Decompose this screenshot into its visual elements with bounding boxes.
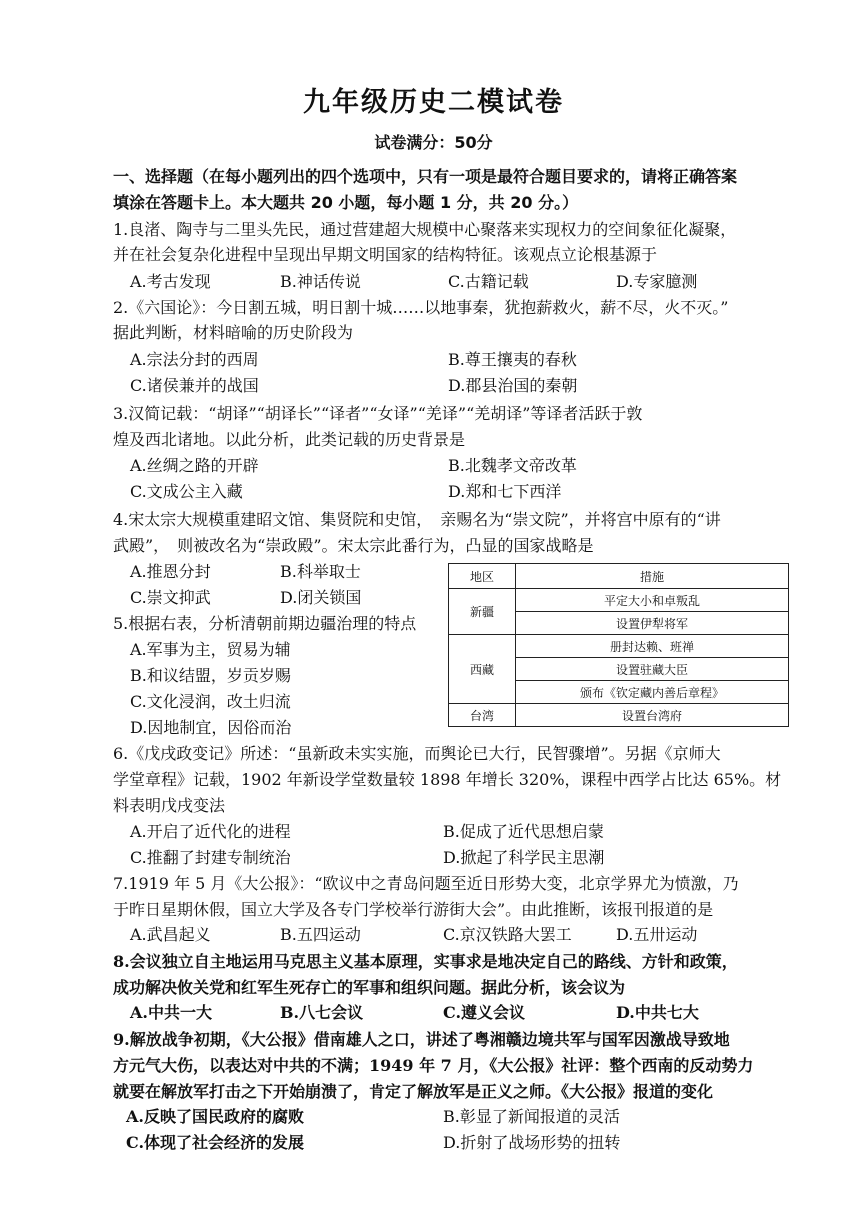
table-cell: 平定大小和卓叛乱: [516, 589, 789, 612]
q1-option-b: B.神话传说: [280, 272, 361, 291]
table-header-measure: 措施: [516, 564, 789, 589]
table-row: [449, 589, 789, 612]
q6-option-d: D.掀起了科学民主思潮: [443, 848, 605, 867]
q9-option-c: C.体现了社会经济的发展: [126, 1133, 305, 1152]
q8-stem-line2: 成功解决攸关党和红军生死存亡的军事和组织问题。据此分析，该会议为: [113, 978, 626, 997]
q4-option-b: B.科举取士: [280, 562, 361, 581]
q1-stem-line1: 1.良渚、陶寺与二里头先民，通过营建超大规模中心聚落来实现权力的空间象征化凝聚，: [113, 220, 737, 239]
q2-stem-line1: 2.《六国论》：今日割五城，明日割十城……以地事秦，犹抱薪救火，薪不尽，火不灭。”: [113, 298, 729, 317]
q9-stem-line2: 方元气大伤，以表达对中共的不满；1949 年 7 月，《大公报》社评：整个西南的反动势力: [113, 1056, 754, 1075]
q3-option-b: B.北魏孝文帝改革: [448, 456, 577, 475]
table-cell-xinjiang: 新疆: [449, 589, 516, 635]
table-cell: 设置台湾府: [516, 704, 789, 727]
q1-stem-line2: 并在社会复杂化进程中呈现出早期文明国家的结构特征。该观点立论根基源于: [113, 245, 658, 264]
q7-option-c: C.京汉铁路大罢工: [443, 925, 572, 944]
table-row: [449, 635, 789, 658]
q3-stem-line1: 3.汉简记载：“胡译”“胡译长”“译者”“女译”“羌译”“羌胡译”等译者活跃于敦: [113, 404, 643, 423]
q2-stem-line2: 据此判断，材料暗喻的历史阶段为: [113, 323, 354, 342]
table-cell: 设置驻藏大臣: [516, 658, 789, 681]
q5-stem: 5.根据右表，分析清朝前期边疆治理的特点: [113, 614, 417, 633]
page-subtitle: 试卷满分：50分: [374, 133, 493, 152]
table-header-region: 地区: [449, 564, 516, 589]
table-header-row: [449, 564, 789, 589]
q5-option-d: D.因地制宜，因俗而治: [130, 718, 292, 737]
q5-option-a: A.军事为主，贸易为辅: [130, 640, 291, 659]
q9-option-d: D.折射了战场形势的扭转: [443, 1133, 621, 1152]
table-cell-taiwan: 台湾: [449, 704, 516, 727]
q2-option-b: B.尊王攘夷的春秋: [448, 350, 577, 369]
q7-option-b: B.五四运动: [280, 925, 361, 944]
q3-option-d: D.郑和七下西洋: [448, 482, 562, 501]
table-cell: 设置伊犁将军: [516, 612, 789, 635]
q9-stem-line3: 就要在解放军打击之下开始崩溃了，肯定了解放军是正义之师。《大公报》报道的变化: [113, 1082, 714, 1101]
q9-option-b: B.彰显了新闻报道的灵活: [443, 1107, 620, 1126]
q7-option-d: D.五卅运动: [616, 925, 698, 944]
q7-option-a: A.武昌起义: [130, 925, 211, 944]
q6-option-c: C.推翻了封建专制统治: [130, 848, 291, 867]
q3-stem-line2: 煌及西北诸地。以此分析，此类记载的历史背景是: [113, 430, 466, 449]
q8-option-d: D.中共七大: [616, 1003, 699, 1022]
q8-option-b: B.八七会议: [280, 1003, 364, 1022]
q9-option-a: A.反映了国民政府的腐败: [126, 1107, 304, 1126]
q4-stem-line1: 4.宋太宗大规模重建昭文馆、集贤院和史馆， 亲赐名为“崇文院”，并将宫中原有的“讲: [113, 510, 721, 529]
table-cell-xizang: 西藏: [449, 635, 516, 704]
q6-option-b: B.促成了近代思想启蒙: [443, 822, 604, 841]
page-title: 九年级历史二模试卷: [303, 87, 564, 118]
q1-option-d: D.专家臆测: [616, 272, 698, 291]
q3-option-c: C.文成公主入藏: [130, 482, 243, 501]
q8-stem-line1: 8.会议独立自主地运用马克思主义基本原理，实事求是地决定自己的路线、方针和政策，: [113, 952, 738, 971]
q1-option-a: A.考古发现: [130, 272, 211, 291]
q8-option-c: C.遵义会议: [443, 1003, 526, 1022]
q4-option-a: A.推恩分封: [130, 562, 211, 581]
q2-option-c: C.诸侯兼并的战国: [130, 376, 259, 395]
q7-stem-line1: 7.1919 年 5 月《大公报》：“欧议中之青岛问题至近日形势大变，北京学界尤为愤激，乃: [113, 874, 739, 893]
q6-option-a: A.开启了近代化的进程: [130, 822, 291, 841]
q1-option-c: C.古籍记载: [448, 272, 529, 291]
table-cell: 颁布《钦定藏内善后章程》: [516, 681, 789, 704]
q2-option-a: A.宗法分封的西周: [130, 350, 259, 369]
q8-option-a: A.中共一大: [130, 1003, 212, 1022]
q6-stem-line3: 料表明戊戌变法: [113, 796, 226, 815]
q4-option-c: C.崇文抑武: [130, 588, 211, 607]
section-instructions-line1: 一、选择题（在每小题列出的四个选项中，只有一项是最符合题目要求的，请将正确答案: [113, 167, 738, 186]
q6-stem-line2: 学堂章程》记载，1902 年新设学堂数量较 1898 年增长 320%，课程中西学占比达 65%。材: [113, 770, 782, 789]
section-instructions-line2: 填涂在答题卡上。本大题共 20 小题，每小题 1 分，共 20 分。）: [113, 193, 579, 212]
q3-option-a: A.丝绸之路的开辟: [130, 456, 259, 475]
q4-option-d: D.闭关锁国: [280, 588, 362, 607]
q9-stem-line1: 9.解放战争初期，《大公报》借南雄人之口，讲述了粤湘赣边境共军与国军因激战导致地: [113, 1030, 730, 1049]
table-cell: 册封达赖、班禅: [516, 635, 789, 658]
table-row: [449, 704, 789, 727]
q7-stem-line2: 于昨日星期休假，国立大学及各专门学校举行游街大会”。由此推断，该报刊报道的是: [113, 900, 714, 919]
q5-option-b: B.和议结盟，岁贡岁赐: [130, 666, 291, 685]
frontier-measures-table: [448, 563, 789, 727]
q4-stem-line2: 武殿”， 则被改名为“崇政殿”。宋太宗此番行为，凸显的国家战略是: [113, 536, 594, 555]
q6-stem-line1: 6.《戊戌政变记》所述：“虽新政未实实施，而舆论已大行，民智骤增”。另据《京师大: [113, 744, 721, 763]
q2-option-d: D.郡县治国的秦朝: [448, 376, 578, 395]
q5-option-c: C.文化浸润，改土归流: [130, 692, 291, 711]
